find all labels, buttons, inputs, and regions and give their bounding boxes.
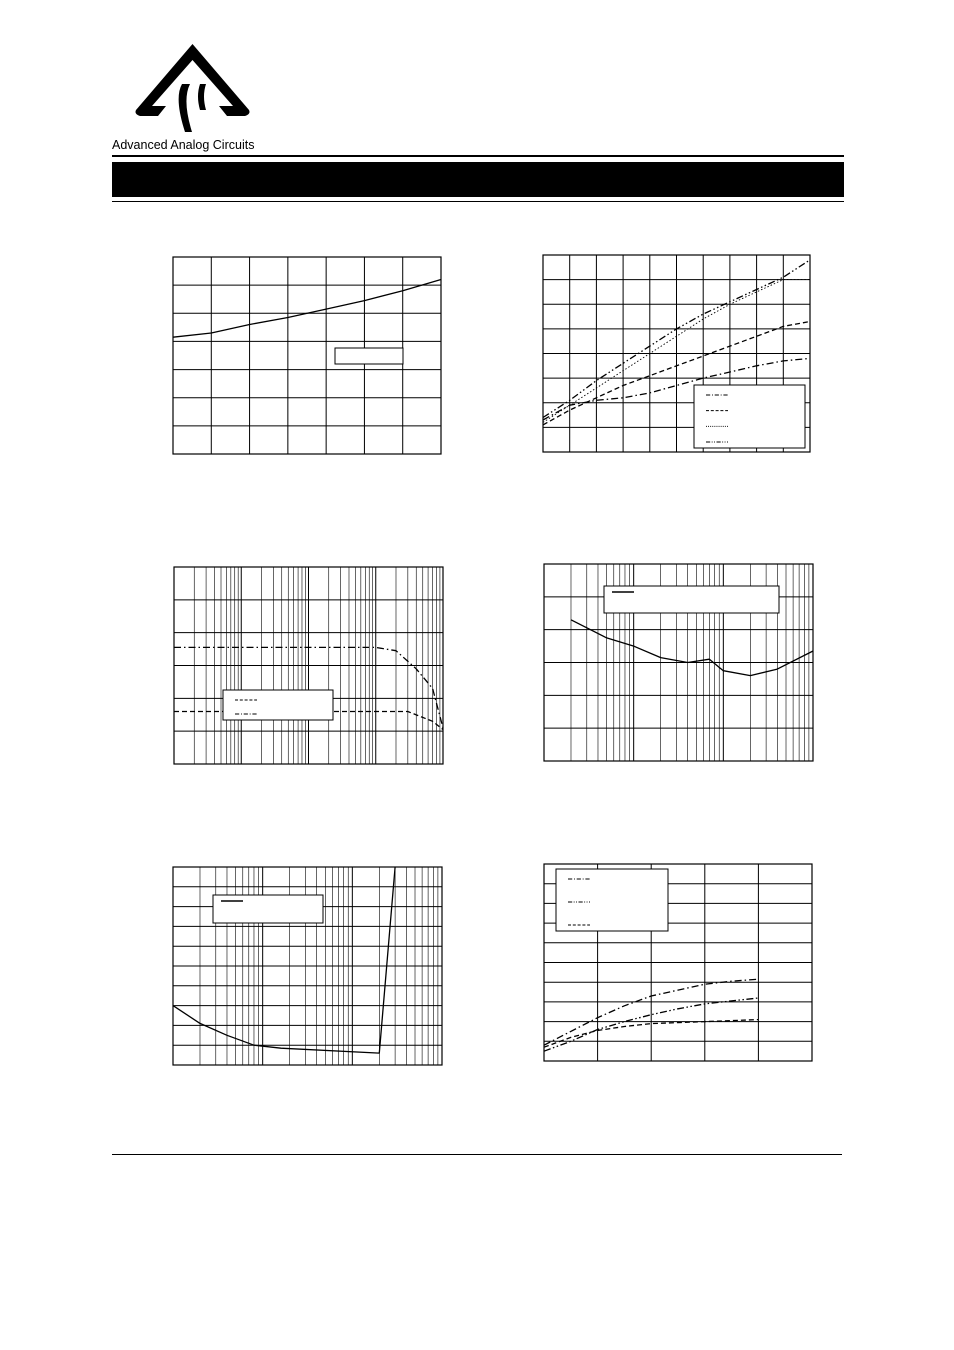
chart-5 (173, 867, 442, 1065)
header-rule (112, 155, 844, 157)
chart-2-legend-box (694, 385, 805, 448)
chart-3-plot (174, 567, 443, 764)
chart-4-series-1 (571, 620, 813, 676)
chart-5-legend-box (213, 895, 323, 923)
chart-6 (544, 864, 812, 1061)
footer-rule (112, 1154, 842, 1155)
chart-3-legend-box (223, 690, 333, 720)
chart-1-legend (335, 348, 403, 364)
chart-5-legend (213, 895, 323, 923)
chart-2 (543, 255, 810, 452)
chart-6-plot (544, 864, 812, 1061)
chart-3 (174, 567, 443, 764)
company-logo (130, 40, 255, 135)
chart-3-legend (223, 690, 333, 720)
chart-6-legend-box (556, 869, 668, 931)
company-name: Advanced Analog Circuits (112, 138, 255, 152)
chart-1-series-1 (173, 280, 441, 338)
chart-2-plot (543, 255, 810, 452)
chart-4 (544, 564, 813, 761)
chart-5-plot (173, 867, 442, 1065)
chart-3-grid (174, 567, 443, 764)
chart-2-legend (694, 385, 805, 448)
header-underline (112, 201, 844, 202)
chart-4-plot (544, 564, 813, 761)
chart-1-legend-box (335, 348, 403, 364)
title-bar (112, 162, 844, 197)
chart-1-plot (173, 257, 441, 454)
chart-4-legend (604, 586, 779, 613)
chart-4-legend-box (604, 586, 779, 613)
chart-6-legend (556, 869, 668, 931)
chart-1 (173, 257, 441, 454)
